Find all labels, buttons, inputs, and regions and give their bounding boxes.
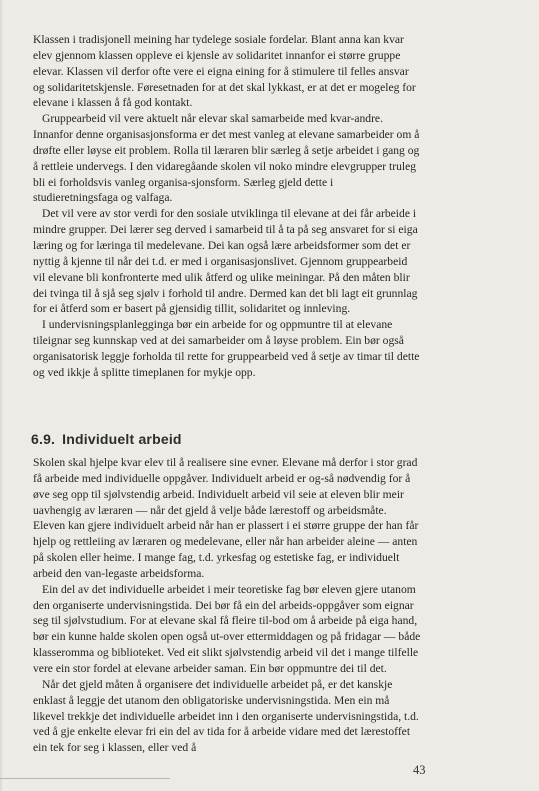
page-edge-shadow: [0, 0, 3, 791]
section-title: Individuelt arbeid: [62, 431, 182, 447]
section-heading: [31, 431, 182, 447]
footer-rule: [0, 778, 170, 779]
body-text-section-2: [33, 455, 421, 756]
paragraph-classroom: Klassen i tradisjonell meining har tydelege sosiale fordelar. Blant anna kan kvar elev gjennom klassen oppleve ei kjensle av solidaritet innanfor ei større gruppe elevar. Klassen vil derfor ofte vere ei eigna eining for å stimulere til felles ansvar og solidaritetskjensle. Føresetnaden for at det skal lykkast, er at det er mogeleg for elevane i klassen å få god kontakt.: [33, 33, 416, 110]
body-text-section-1: [33, 32, 421, 381]
paragraph-organisation: Når det gjeld måten å organisere det individuelle arbeidet på, er det kanskje enklast å leggje det utanom den obligatoriske undervisningstida. Men ein må likevel trekkje det individuelle arbeidet inn i den organiserte undervisningstida, t.d. ved å gje enkelte elevar fri ein del av tida for å arbeide vidare med det lærestoffet ein tek for seg i klassen, eller ved å: [33, 677, 419, 755]
paragraph-social-development: Det vil vere av stor verdi for den sosiale utviklinga til elevane at dei får arbeide i mindre grupper. Dei lærer seg derved i samarbeid til å ta på seg ansvaret for si eiga læring og for læringa til medelevane. Dei kan også lære arbeidsformer som det er nyttig å kjenne til når dei t.d. er med i organisasjonslivet. Gjennom gruppearbeid vil elevane bli konfronterte med ulik åtferd og ulike meiningar. På den måten blir dei tvinga til å sjå seg sjølv i forhold til andre. Dermed kan det bli lagt eit grunnlag for ei åtferd som er basert på gjensidig tillit, solidaritet og innleving.: [33, 207, 418, 316]
paragraph-individual-work: Skolen skal hjelpe kvar elev til å realisere sine evner. Elevane må derfor i stor grad få arbeide med individuelle oppgåver. Individuelt arbeid er og-så nødvendig for å øve seg opp til sjølvstendig arbeid. Individuelt arbeid vil seie at eleven blir meir uavhengig av læraren — når det gjeld å velje både lærestoff og arbeidsmåte. Eleven kan gjere individuelt arbeid når han er plassert i ei større gruppe der han får hjelp og rettleiing av læraren og medelevane, eller når han arbeider aleine — anten på skolen eller heime. I mange fag, t.d. yrkesfag og estetiske fag, er individuelt arbeid den van-legaste arbeidsforma.: [33, 456, 419, 580]
page-number: 43: [413, 763, 426, 777]
paragraph-planning: I undervisningsplanlegginga bør ein arbeide for og oppmuntre til at elevane tileignar seg kunnskap ved at dei samarbeider om å løyse problem. Ein bør også organisatorisk leggje forholda til rette for gruppearbeid ved å setje av timar til dette og ved ikkje å splitte timeplanen for mykje opp.: [33, 318, 420, 379]
paragraph-self-study: Ein del av det individuelle arbeidet i meir teoretiske fag bør eleven gjere utanom den organiserte undervisningstida. Dei bør få ein del arbeids-oppgåver som eignar seg til sjølvstudium. For at elevane skal få fleire til-bod om å arbeide på eiga hand, bør ein kunne halde skolen open også ut-over ettermiddagen og på fridagar — både klasseromma og biblioteket. Ved eit slikt sjølvstendig arbeid vil det i mange tilfelle vere ein stor fordel at elevane arbeider saman. Ein bør oppmuntre dei til det.: [33, 582, 421, 675]
section-number: 6.9.: [31, 431, 56, 447]
paragraph-group-work: Gruppearbeid vil vere aktuelt når elevar skal samarbeide med kvar-andre. Innanfor denne organisasjonsforma er det mest vanleg at elevane samarbeider om å drøfte eller løyse eit problem. Rolla til læraren blir særleg å setje arbeidet i gang og å rettleie undervegs. I den vidaregåande skolen vil noko mindre elevgrupper truleg bli ei forholdsvis vanleg organisa-sjonsform. Særleg gjeld dette i studieretningsfaga og valfaga.: [33, 112, 420, 205]
